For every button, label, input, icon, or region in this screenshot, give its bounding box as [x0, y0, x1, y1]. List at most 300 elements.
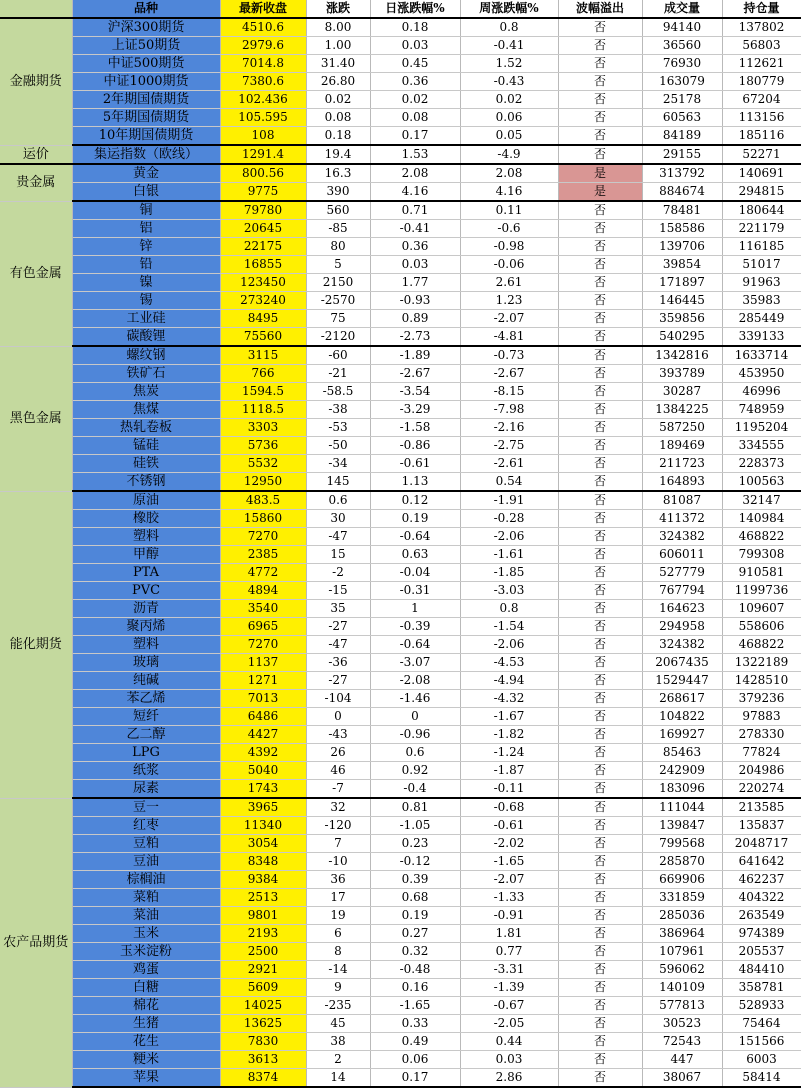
cell-open-interest[interactable]: 468822 — [722, 528, 801, 546]
cell-daily-pct[interactable]: 1.77 — [370, 274, 460, 292]
cell-latest-close[interactable]: 22175 — [220, 238, 306, 256]
cell-open-interest[interactable]: 294815 — [722, 183, 801, 202]
cell-daily-pct[interactable]: -0.39 — [370, 618, 460, 636]
cell-weekly-pct[interactable]: -4.94 — [460, 672, 558, 690]
cell-change[interactable]: 31.40 — [306, 55, 370, 73]
cell-volume[interactable]: 139847 — [642, 817, 722, 835]
cell-volatility-overflow[interactable]: 否 — [558, 762, 642, 780]
cell-volatility-overflow[interactable]: 否 — [558, 672, 642, 690]
cell-latest-close[interactable]: 7013 — [220, 690, 306, 708]
cell-daily-pct[interactable]: -0.61 — [370, 455, 460, 473]
cell-volume[interactable]: 111044 — [642, 798, 722, 817]
cell-change[interactable]: -21 — [306, 365, 370, 383]
cell-open-interest[interactable]: 1199736 — [722, 582, 801, 600]
cell-change[interactable]: -7 — [306, 780, 370, 799]
cell-latest-close[interactable]: 12950 — [220, 473, 306, 492]
cell-product[interactable]: 硅铁 — [72, 455, 220, 473]
cell-daily-pct[interactable]: 0.19 — [370, 510, 460, 528]
cell-product[interactable]: 乙二醇 — [72, 726, 220, 744]
cell-weekly-pct[interactable]: 4.16 — [460, 183, 558, 202]
cell-volume[interactable]: 1529447 — [642, 672, 722, 690]
cell-product[interactable]: 塑料 — [72, 636, 220, 654]
cell-change[interactable]: 46 — [306, 762, 370, 780]
cell-change[interactable]: -34 — [306, 455, 370, 473]
header-volatility-overflow[interactable]: 波幅溢出 — [558, 0, 642, 18]
cell-change[interactable]: 2150 — [306, 274, 370, 292]
cell-volume[interactable]: 587250 — [642, 419, 722, 437]
cell-volatility-overflow[interactable]: 否 — [558, 546, 642, 564]
category-cell[interactable]: 运价 — [0, 145, 72, 164]
cell-change[interactable]: -2570 — [306, 292, 370, 310]
cell-latest-close[interactable]: 1271 — [220, 672, 306, 690]
cell-product[interactable]: 玉米 — [72, 925, 220, 943]
cell-product[interactable]: 白银 — [72, 183, 220, 202]
cell-volatility-overflow[interactable]: 否 — [558, 726, 642, 744]
cell-volatility-overflow[interactable]: 否 — [558, 365, 642, 383]
cell-latest-close[interactable]: 8374 — [220, 1069, 306, 1088]
cell-weekly-pct[interactable]: -2.16 — [460, 419, 558, 437]
cell-volatility-overflow[interactable]: 否 — [558, 437, 642, 455]
cell-product[interactable]: 热轧卷板 — [72, 419, 220, 437]
cell-volatility-overflow[interactable]: 否 — [558, 127, 642, 146]
cell-open-interest[interactable]: 116185 — [722, 238, 801, 256]
cell-volume[interactable]: 577813 — [642, 997, 722, 1015]
cell-volatility-overflow[interactable]: 否 — [558, 636, 642, 654]
cell-product[interactable]: 鸡蛋 — [72, 961, 220, 979]
cell-open-interest[interactable]: 263549 — [722, 907, 801, 925]
cell-open-interest[interactable]: 1633714 — [722, 346, 801, 365]
cell-daily-pct[interactable]: 0.12 — [370, 491, 460, 510]
cell-weekly-pct[interactable]: 0.11 — [460, 201, 558, 220]
cell-open-interest[interactable]: 112621 — [722, 55, 801, 73]
cell-product[interactable]: 沥青 — [72, 600, 220, 618]
cell-volatility-overflow[interactable]: 否 — [558, 690, 642, 708]
cell-open-interest[interactable]: 339133 — [722, 328, 801, 347]
cell-volatility-overflow[interactable]: 否 — [558, 310, 642, 328]
cell-daily-pct[interactable]: 2.08 — [370, 164, 460, 183]
cell-daily-pct[interactable]: -0.4 — [370, 780, 460, 799]
cell-volume[interactable]: 393789 — [642, 365, 722, 383]
cell-volatility-overflow[interactable]: 否 — [558, 835, 642, 853]
cell-volatility-overflow[interactable]: 否 — [558, 654, 642, 672]
cell-open-interest[interactable]: 185116 — [722, 127, 801, 146]
cell-product[interactable]: PTA — [72, 564, 220, 582]
cell-latest-close[interactable]: 3303 — [220, 419, 306, 437]
cell-weekly-pct[interactable]: -2.75 — [460, 437, 558, 455]
cell-product[interactable]: 生猪 — [72, 1015, 220, 1033]
cell-weekly-pct[interactable]: -4.81 — [460, 328, 558, 347]
cell-change[interactable]: -58.5 — [306, 383, 370, 401]
cell-volatility-overflow[interactable]: 否 — [558, 564, 642, 582]
cell-change[interactable]: -38 — [306, 401, 370, 419]
cell-volatility-overflow[interactable]: 否 — [558, 383, 642, 401]
cell-latest-close[interactable]: 1118.5 — [220, 401, 306, 419]
cell-weekly-pct[interactable]: -2.06 — [460, 528, 558, 546]
cell-volatility-overflow[interactable]: 否 — [558, 618, 642, 636]
cell-daily-pct[interactable]: 0.81 — [370, 798, 460, 817]
cell-weekly-pct[interactable]: -0.98 — [460, 238, 558, 256]
cell-change[interactable]: 0.6 — [306, 491, 370, 510]
cell-weekly-pct[interactable]: -1.33 — [460, 889, 558, 907]
cell-volatility-overflow[interactable]: 否 — [558, 817, 642, 835]
cell-open-interest[interactable]: 205537 — [722, 943, 801, 961]
cell-daily-pct[interactable]: 0.33 — [370, 1015, 460, 1033]
cell-weekly-pct[interactable]: -0.68 — [460, 798, 558, 817]
cell-weekly-pct[interactable]: -2.05 — [460, 1015, 558, 1033]
cell-change[interactable]: 0.02 — [306, 91, 370, 109]
cell-open-interest[interactable]: 404322 — [722, 889, 801, 907]
cell-volatility-overflow[interactable]: 否 — [558, 238, 642, 256]
cell-latest-close[interactable]: 11340 — [220, 817, 306, 835]
cell-latest-close[interactable]: 5609 — [220, 979, 306, 997]
cell-daily-pct[interactable]: -1.65 — [370, 997, 460, 1015]
cell-volatility-overflow[interactable]: 否 — [558, 274, 642, 292]
cell-volatility-overflow[interactable]: 否 — [558, 328, 642, 347]
cell-daily-pct[interactable]: 0.36 — [370, 238, 460, 256]
cell-volatility-overflow[interactable]: 否 — [558, 419, 642, 437]
cell-volatility-overflow[interactable]: 否 — [558, 961, 642, 979]
cell-latest-close[interactable]: 4427 — [220, 726, 306, 744]
cell-change[interactable]: 30 — [306, 510, 370, 528]
cell-volume[interactable]: 331859 — [642, 889, 722, 907]
cell-change[interactable]: -36 — [306, 654, 370, 672]
header-category[interactable] — [0, 0, 72, 18]
cell-daily-pct[interactable]: 0.17 — [370, 127, 460, 146]
cell-daily-pct[interactable]: 0.02 — [370, 91, 460, 109]
cell-product[interactable]: 原油 — [72, 491, 220, 510]
cell-open-interest[interactable]: 32147 — [722, 491, 801, 510]
cell-open-interest[interactable]: 58414 — [722, 1069, 801, 1088]
cell-volatility-overflow[interactable]: 否 — [558, 73, 642, 91]
header-weekly-pct[interactable]: 周涨跌幅% — [460, 0, 558, 18]
cell-daily-pct[interactable]: -0.04 — [370, 564, 460, 582]
cell-product[interactable]: 橡胶 — [72, 510, 220, 528]
cell-daily-pct[interactable]: -0.96 — [370, 726, 460, 744]
cell-product[interactable]: 铅 — [72, 256, 220, 274]
cell-change[interactable]: 38 — [306, 1033, 370, 1051]
cell-volatility-overflow[interactable]: 否 — [558, 55, 642, 73]
cell-volume[interactable]: 171897 — [642, 274, 722, 292]
cell-weekly-pct[interactable]: -1.91 — [460, 491, 558, 510]
cell-weekly-pct[interactable]: -0.67 — [460, 997, 558, 1015]
cell-volatility-overflow[interactable]: 是 — [558, 164, 642, 183]
cell-volume[interactable]: 540295 — [642, 328, 722, 347]
cell-product[interactable]: 10年期国债期货 — [72, 127, 220, 146]
cell-change[interactable]: 26.80 — [306, 73, 370, 91]
cell-volatility-overflow[interactable]: 否 — [558, 256, 642, 274]
cell-volume[interactable]: 104822 — [642, 708, 722, 726]
cell-weekly-pct[interactable]: -8.15 — [460, 383, 558, 401]
cell-product[interactable]: 豆一 — [72, 798, 220, 817]
cell-volume[interactable]: 189469 — [642, 437, 722, 455]
cell-weekly-pct[interactable]: -4.32 — [460, 690, 558, 708]
cell-change[interactable]: -235 — [306, 997, 370, 1015]
cell-change[interactable]: 19.4 — [306, 145, 370, 164]
cell-open-interest[interactable]: 213585 — [722, 798, 801, 817]
cell-weekly-pct[interactable]: -1.67 — [460, 708, 558, 726]
cell-volume[interactable]: 183096 — [642, 780, 722, 799]
cell-weekly-pct[interactable]: -2.07 — [460, 310, 558, 328]
cell-latest-close[interactable]: 4392 — [220, 744, 306, 762]
cell-latest-close[interactable]: 14025 — [220, 997, 306, 1015]
cell-daily-pct[interactable]: 0.36 — [370, 73, 460, 91]
cell-daily-pct[interactable]: 0.45 — [370, 55, 460, 73]
cell-volume[interactable]: 29155 — [642, 145, 722, 164]
cell-latest-close[interactable]: 5040 — [220, 762, 306, 780]
cell-product[interactable]: 红枣 — [72, 817, 220, 835]
cell-change[interactable]: 16.3 — [306, 164, 370, 183]
cell-product[interactable]: 锰硅 — [72, 437, 220, 455]
cell-daily-pct[interactable]: -0.93 — [370, 292, 460, 310]
cell-daily-pct[interactable]: 0.23 — [370, 835, 460, 853]
cell-weekly-pct[interactable]: -1.61 — [460, 546, 558, 564]
cell-change[interactable]: -47 — [306, 528, 370, 546]
cell-product[interactable]: 白糖 — [72, 979, 220, 997]
cell-volume[interactable]: 158586 — [642, 220, 722, 238]
cell-volume[interactable]: 39854 — [642, 256, 722, 274]
cell-weekly-pct[interactable]: -0.06 — [460, 256, 558, 274]
cell-product[interactable]: 纯碱 — [72, 672, 220, 690]
cell-latest-close[interactable]: 8348 — [220, 853, 306, 871]
header-latest-close[interactable]: 最新收盘 — [220, 0, 306, 18]
cell-latest-close[interactable]: 4510.6 — [220, 18, 306, 37]
cell-volume[interactable]: 596062 — [642, 961, 722, 979]
cell-product[interactable]: 苹果 — [72, 1069, 220, 1088]
cell-latest-close[interactable]: 1137 — [220, 654, 306, 672]
cell-product[interactable]: 不锈钢 — [72, 473, 220, 492]
cell-latest-close[interactable]: 16855 — [220, 256, 306, 274]
cell-volume[interactable]: 411372 — [642, 510, 722, 528]
cell-daily-pct[interactable]: 1.53 — [370, 145, 460, 164]
cell-change[interactable]: 560 — [306, 201, 370, 220]
cell-open-interest[interactable]: 67204 — [722, 91, 801, 109]
header-volume[interactable]: 成交量 — [642, 0, 722, 18]
cell-weekly-pct[interactable]: -1.85 — [460, 564, 558, 582]
cell-product[interactable]: 工业硅 — [72, 310, 220, 328]
cell-change[interactable]: 14 — [306, 1069, 370, 1088]
cell-product[interactable]: 2年期国债期货 — [72, 91, 220, 109]
cell-weekly-pct[interactable]: -0.11 — [460, 780, 558, 799]
cell-daily-pct[interactable]: 4.16 — [370, 183, 460, 202]
cell-weekly-pct[interactable]: -3.31 — [460, 961, 558, 979]
cell-open-interest[interactable]: 100563 — [722, 473, 801, 492]
cell-weekly-pct[interactable]: 0.02 — [460, 91, 558, 109]
cell-open-interest[interactable]: 91963 — [722, 274, 801, 292]
cell-weekly-pct[interactable]: 0.54 — [460, 473, 558, 492]
cell-open-interest[interactable]: 204986 — [722, 762, 801, 780]
cell-volatility-overflow[interactable]: 是 — [558, 183, 642, 202]
cell-volatility-overflow[interactable]: 否 — [558, 491, 642, 510]
header-daily-pct[interactable]: 日涨跌幅% — [370, 0, 460, 18]
cell-volume[interactable]: 30523 — [642, 1015, 722, 1033]
cell-weekly-pct[interactable]: -0.41 — [460, 37, 558, 55]
cell-weekly-pct[interactable]: -0.91 — [460, 907, 558, 925]
cell-volatility-overflow[interactable]: 否 — [558, 979, 642, 997]
cell-latest-close[interactable]: 7380.6 — [220, 73, 306, 91]
cell-latest-close[interactable]: 3054 — [220, 835, 306, 853]
cell-product[interactable]: 棉花 — [72, 997, 220, 1015]
cell-volume[interactable]: 72543 — [642, 1033, 722, 1051]
cell-volatility-overflow[interactable]: 否 — [558, 18, 642, 37]
cell-weekly-pct[interactable]: -1.87 — [460, 762, 558, 780]
cell-change[interactable]: 75 — [306, 310, 370, 328]
cell-open-interest[interactable]: 278330 — [722, 726, 801, 744]
cell-volume[interactable]: 169927 — [642, 726, 722, 744]
category-cell[interactable]: 有色金属 — [0, 201, 72, 346]
cell-daily-pct[interactable]: -0.31 — [370, 582, 460, 600]
cell-daily-pct[interactable]: -2.08 — [370, 672, 460, 690]
cell-volatility-overflow[interactable]: 否 — [558, 528, 642, 546]
cell-daily-pct[interactable]: -0.41 — [370, 220, 460, 238]
cell-product[interactable]: 菜油 — [72, 907, 220, 925]
cell-change[interactable]: 0 — [306, 708, 370, 726]
cell-weekly-pct[interactable]: -1.24 — [460, 744, 558, 762]
cell-change[interactable]: 32 — [306, 798, 370, 817]
cell-latest-close[interactable]: 123450 — [220, 274, 306, 292]
cell-open-interest[interactable]: 528933 — [722, 997, 801, 1015]
cell-volatility-overflow[interactable]: 否 — [558, 455, 642, 473]
cell-daily-pct[interactable]: -0.86 — [370, 437, 460, 455]
cell-weekly-pct[interactable]: 0.77 — [460, 943, 558, 961]
cell-latest-close[interactable]: 1743 — [220, 780, 306, 799]
cell-change[interactable]: 0.18 — [306, 127, 370, 146]
cell-daily-pct[interactable]: 0.49 — [370, 1033, 460, 1051]
cell-volatility-overflow[interactable]: 否 — [558, 744, 642, 762]
cell-volume[interactable]: 242909 — [642, 762, 722, 780]
cell-volume[interactable]: 313792 — [642, 164, 722, 183]
cell-change[interactable]: -50 — [306, 437, 370, 455]
cell-open-interest[interactable]: 220274 — [722, 780, 801, 799]
cell-open-interest[interactable]: 748959 — [722, 401, 801, 419]
cell-volatility-overflow[interactable]: 否 — [558, 346, 642, 365]
cell-daily-pct[interactable]: 0.06 — [370, 1051, 460, 1069]
cell-volume[interactable]: 799568 — [642, 835, 722, 853]
cell-product[interactable]: 花生 — [72, 1033, 220, 1051]
cell-weekly-pct[interactable]: -7.98 — [460, 401, 558, 419]
cell-change[interactable]: 35 — [306, 600, 370, 618]
cell-weekly-pct[interactable]: 0.8 — [460, 600, 558, 618]
cell-weekly-pct[interactable]: 0.06 — [460, 109, 558, 127]
cell-product[interactable]: 铝 — [72, 220, 220, 238]
cell-open-interest[interactable]: 228373 — [722, 455, 801, 473]
cell-volume[interactable]: 84189 — [642, 127, 722, 146]
cell-open-interest[interactable]: 462237 — [722, 871, 801, 889]
cell-daily-pct[interactable]: -1.89 — [370, 346, 460, 365]
cell-volume[interactable]: 164623 — [642, 600, 722, 618]
cell-weekly-pct[interactable]: -2.07 — [460, 871, 558, 889]
cell-weekly-pct[interactable]: 2.08 — [460, 164, 558, 183]
cell-latest-close[interactable]: 2979.6 — [220, 37, 306, 55]
cell-daily-pct[interactable]: -2.67 — [370, 365, 460, 383]
cell-product[interactable]: 中证1000期货 — [72, 73, 220, 91]
cell-latest-close[interactable]: 15860 — [220, 510, 306, 528]
cell-daily-pct[interactable]: 0.08 — [370, 109, 460, 127]
cell-change[interactable]: 0.08 — [306, 109, 370, 127]
cell-change[interactable]: 1.00 — [306, 37, 370, 55]
cell-change[interactable]: 2 — [306, 1051, 370, 1069]
cell-volatility-overflow[interactable]: 否 — [558, 582, 642, 600]
cell-volume[interactable]: 139706 — [642, 238, 722, 256]
cell-change[interactable]: 36 — [306, 871, 370, 889]
cell-volume[interactable]: 606011 — [642, 546, 722, 564]
cell-latest-close[interactable]: 2513 — [220, 889, 306, 907]
cell-change[interactable]: -27 — [306, 672, 370, 690]
cell-open-interest[interactable]: 46996 — [722, 383, 801, 401]
cell-volume[interactable]: 60563 — [642, 109, 722, 127]
cell-product[interactable]: 焦炭 — [72, 383, 220, 401]
cell-daily-pct[interactable]: -3.29 — [370, 401, 460, 419]
category-cell[interactable]: 能化期货 — [0, 491, 72, 798]
cell-change[interactable]: 17 — [306, 889, 370, 907]
cell-change[interactable]: 19 — [306, 907, 370, 925]
cell-weekly-pct[interactable]: 2.61 — [460, 274, 558, 292]
cell-daily-pct[interactable]: -1.58 — [370, 419, 460, 437]
cell-daily-pct[interactable]: 1 — [370, 600, 460, 618]
cell-volume[interactable]: 386964 — [642, 925, 722, 943]
cell-daily-pct[interactable]: 0.39 — [370, 871, 460, 889]
cell-open-interest[interactable]: 1195204 — [722, 419, 801, 437]
cell-volume[interactable]: 81087 — [642, 491, 722, 510]
cell-volatility-overflow[interactable]: 否 — [558, 708, 642, 726]
cell-daily-pct[interactable]: -0.64 — [370, 636, 460, 654]
cell-latest-close[interactable]: 5736 — [220, 437, 306, 455]
cell-volume[interactable]: 2067435 — [642, 654, 722, 672]
cell-change[interactable]: -53 — [306, 419, 370, 437]
cell-product[interactable]: 螺纹钢 — [72, 346, 220, 365]
cell-open-interest[interactable]: 180644 — [722, 201, 801, 220]
cell-open-interest[interactable]: 910581 — [722, 564, 801, 582]
cell-daily-pct[interactable]: -0.12 — [370, 853, 460, 871]
cell-open-interest[interactable]: 135837 — [722, 817, 801, 835]
category-cell[interactable]: 农产品期货 — [0, 798, 72, 1087]
cell-change[interactable]: 7 — [306, 835, 370, 853]
cell-daily-pct[interactable]: 0.92 — [370, 762, 460, 780]
cell-open-interest[interactable]: 51017 — [722, 256, 801, 274]
cell-latest-close[interactable]: 108 — [220, 127, 306, 146]
cell-change[interactable]: -2120 — [306, 328, 370, 347]
cell-latest-close[interactable]: 4894 — [220, 582, 306, 600]
cell-product[interactable]: 短纤 — [72, 708, 220, 726]
cell-latest-close[interactable]: 9775 — [220, 183, 306, 202]
cell-volatility-overflow[interactable]: 否 — [558, 292, 642, 310]
cell-open-interest[interactable]: 641642 — [722, 853, 801, 871]
cell-volatility-overflow[interactable]: 否 — [558, 220, 642, 238]
cell-open-interest[interactable]: 75464 — [722, 1015, 801, 1033]
cell-weekly-pct[interactable]: 1.81 — [460, 925, 558, 943]
cell-product[interactable]: 豆油 — [72, 853, 220, 871]
cell-open-interest[interactable]: 6003 — [722, 1051, 801, 1069]
cell-volume[interactable]: 1342816 — [642, 346, 722, 365]
cell-product[interactable]: 棕榈油 — [72, 871, 220, 889]
cell-change[interactable]: -60 — [306, 346, 370, 365]
cell-latest-close[interactable]: 3613 — [220, 1051, 306, 1069]
cell-weekly-pct[interactable]: 1.52 — [460, 55, 558, 73]
cell-product[interactable]: 集运指数（欧线） — [72, 145, 220, 164]
cell-product[interactable]: 甲醇 — [72, 546, 220, 564]
cell-latest-close[interactable]: 9384 — [220, 871, 306, 889]
cell-open-interest[interactable]: 558606 — [722, 618, 801, 636]
cell-volatility-overflow[interactable]: 否 — [558, 853, 642, 871]
cell-weekly-pct[interactable]: 0.05 — [460, 127, 558, 146]
cell-open-interest[interactable]: 77824 — [722, 744, 801, 762]
cell-product[interactable]: 镍 — [72, 274, 220, 292]
cell-latest-close[interactable]: 6965 — [220, 618, 306, 636]
cell-product[interactable]: 锡 — [72, 292, 220, 310]
cell-volatility-overflow[interactable]: 否 — [558, 907, 642, 925]
cell-volatility-overflow[interactable]: 否 — [558, 600, 642, 618]
cell-daily-pct[interactable]: 0.27 — [370, 925, 460, 943]
cell-volume[interactable]: 85463 — [642, 744, 722, 762]
